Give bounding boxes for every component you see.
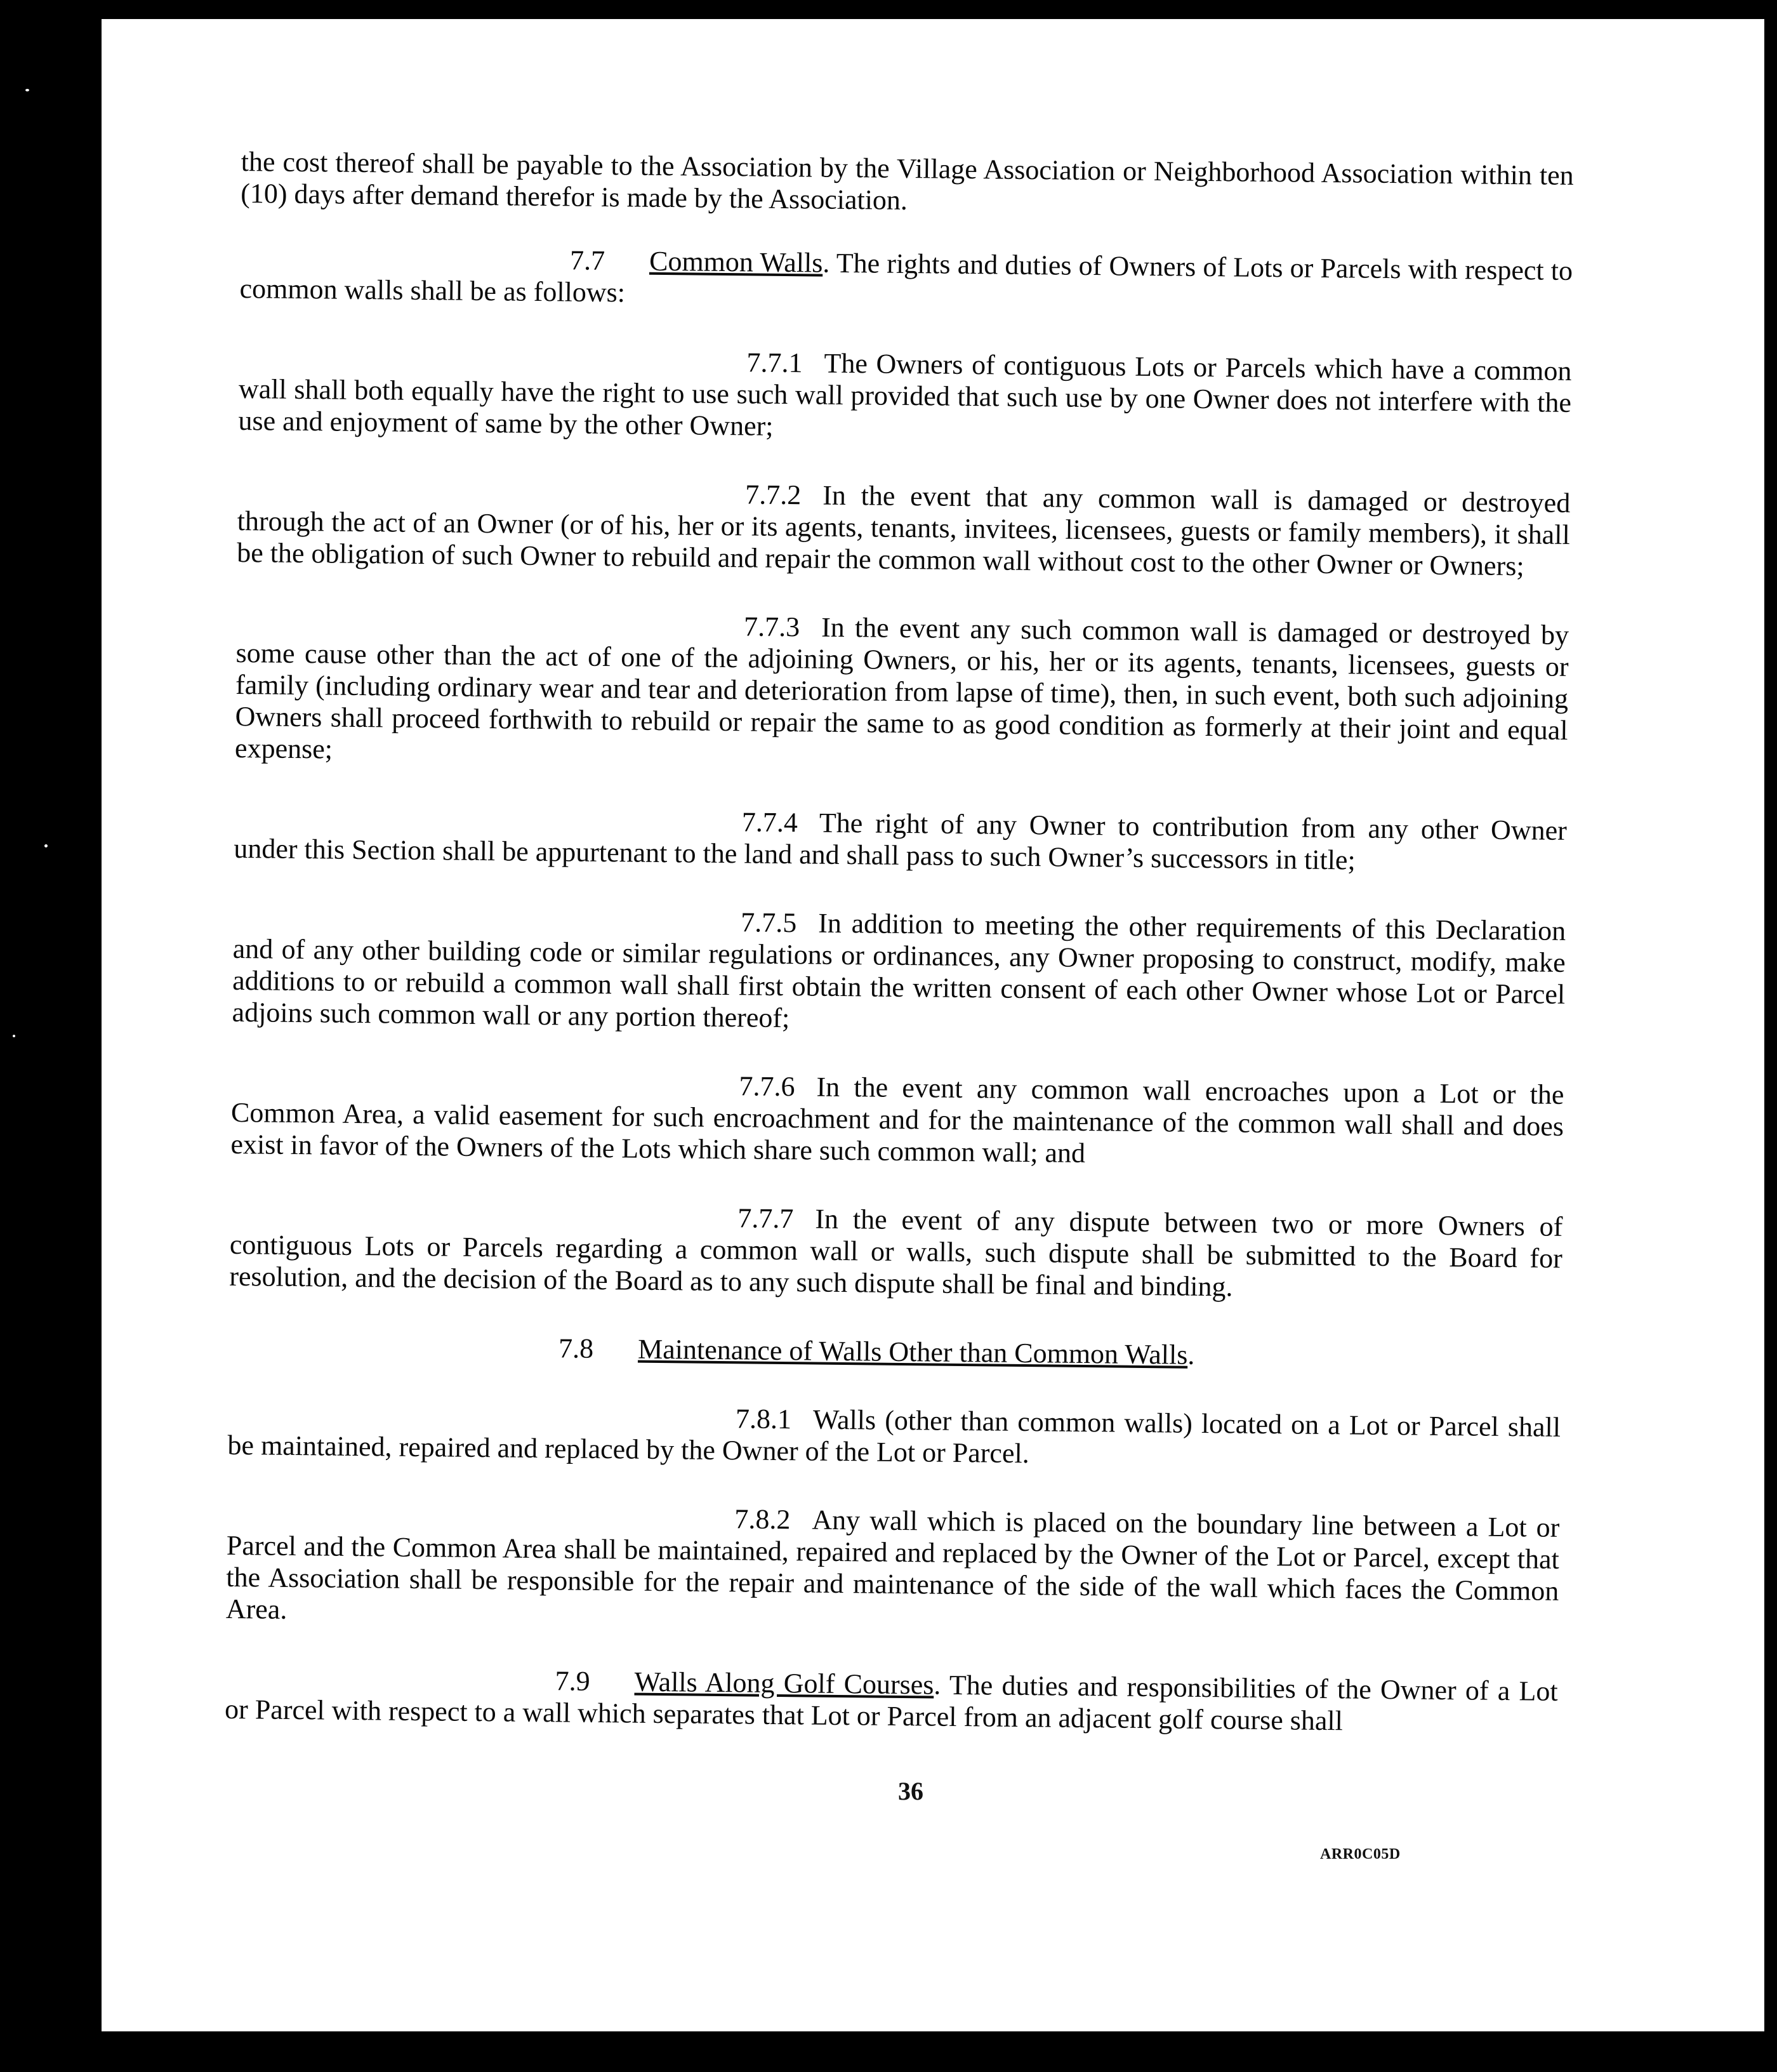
scan-noise bbox=[13, 1035, 15, 1037]
subsection-number: 7.7.1 bbox=[746, 347, 803, 379]
subsection-text: In the event any such common wall is damaged or destroyed by some cause other than the act of one of the adjoining Owners, or his, her or its agents, tenants, licensees, guests or family (including ordinary wear and tear and deterioration from lapse of time), then, in such event, both such adjoining Owners shall proceed forthwith to rebuild or repair the same to as good condition as formerly at their joint and equal expense; bbox=[234, 611, 1569, 765]
subsection-text: The Owners of contiguous Lots or Parcels which have a common wall shall both equally have the right to use such wall provided that such use by one Owner does not interfere with the use and enjoyment of same by the other Owner; bbox=[238, 347, 1572, 442]
subsection-number: 7.7.7 bbox=[737, 1202, 794, 1235]
subsection-text: The right of any Owner to contribution from any other Owner under this Section shall be appurtenant to the land and shall pass to such Owner’s successors in title; bbox=[234, 807, 1568, 876]
section-text: . bbox=[1187, 1339, 1195, 1371]
subsection-text: Any wall which is placed on the boundary line between a Lot or Parcel and the Common Area shall be maintained, repaired and replaced by the Owner of the Lot or Parcel, except that the Association shall be responsible for the repair and maintenance of the side of the wall which faces the Common Area. bbox=[225, 1504, 1560, 1625]
section-text: . The duties and responsibilities of the Owner of a Lot or Parcel with respect to a wall which separates that Lot or Parcel from an adjacent golf course shall bbox=[224, 1669, 1558, 1737]
subsection-7-7-5 bbox=[232, 901, 1566, 1042]
subsection-number: 7.8.2 bbox=[734, 1503, 791, 1536]
scan-noise bbox=[44, 844, 48, 847]
subsection-7-7-4 bbox=[234, 801, 1567, 879]
document-page bbox=[102, 19, 1764, 2031]
section-7-9 bbox=[225, 1662, 1558, 1739]
subsection-text: In the event any common wall encroaches upon a Lot or the Common Area, a valid easement for such encroachment and for the maintenance of the common wall shall and does exist in favor of the Owners of the Lots which share such common wall; and bbox=[230, 1071, 1564, 1169]
document-code: ARR0C05D bbox=[1320, 1846, 1401, 1863]
subsection-number: 7.7.3 bbox=[743, 611, 800, 643]
section-7-7 bbox=[239, 241, 1573, 319]
section-number: 7.7 bbox=[569, 244, 605, 277]
subsection-7-7-2 bbox=[237, 474, 1570, 583]
subsection-number: 7.7.5 bbox=[740, 906, 797, 939]
section-heading: Maintenance of Walls Other than Common Walls bbox=[637, 1333, 1188, 1371]
body-text bbox=[224, 146, 1574, 1776]
subsection-7-8-2 bbox=[226, 1498, 1560, 1639]
subsection-text: In the event that any common wall is damaged or destroyed through the act of an Owner (or of his, her or its agents, tenants, invitees, licensees, guests or family members), it shall be the obligation of such Owner to rebuild and repair the common wall without cost to the other Owner or Owners; bbox=[237, 479, 1571, 582]
section-number: 7.8 bbox=[558, 1332, 594, 1364]
section-number: 7.9 bbox=[555, 1665, 590, 1697]
section-heading: Common Walls bbox=[649, 245, 823, 279]
continuation-paragraph: the cost thereof shall be payable to the Association by the Village Association or Neighborhood Association within ten (10) days after demand therefor is made by the Association. bbox=[240, 146, 1574, 216]
subsection-number: 7.7.6 bbox=[739, 1070, 795, 1103]
subsection-number: 7.7.4 bbox=[741, 806, 798, 839]
section-heading: Walls Along Golf Courses bbox=[634, 1666, 934, 1701]
page-number: 36 bbox=[898, 1777, 923, 1805]
subsection-text: Walls (other than common walls) located on a Lot or Parcel shall be maintained, repaired and replaced by the Owner of the Lot or Parcel. bbox=[227, 1404, 1561, 1470]
subsection-number: 7.7.2 bbox=[745, 479, 802, 511]
scan-noise bbox=[25, 89, 29, 91]
subsection-7-7-7 bbox=[229, 1197, 1562, 1306]
subsection-7-7-1 bbox=[238, 342, 1571, 451]
scan-noise bbox=[1714, 1892, 1716, 1894]
subsection-7-7-3 bbox=[235, 606, 1569, 778]
subsection-7-8-1 bbox=[227, 1398, 1561, 1475]
scan-noise bbox=[1682, 1866, 1685, 1869]
subsection-text: In addition to meeting the other requirements of this Declaration and of any other building code or similar regulations or ordinances, any Owner proposing to construct, modify, make additions to or rebuild a common wall shall first obtain the written consent of each other Owner whose Lot or Parcel adjoins such common wall or any portion thereof; bbox=[232, 907, 1566, 1034]
subsection-number: 7.8.1 bbox=[735, 1403, 792, 1435]
section-7-8 bbox=[228, 1329, 1561, 1375]
section-text: . The rights and duties of Owners of Lots or Parcels with respect to common walls shall be as follows: bbox=[239, 247, 1573, 309]
subsection-7-7-6 bbox=[230, 1065, 1564, 1174]
subsection-text: In the event of any dispute between two or more Owners of contiguous Lots or Parcels regarding a common wall or walls, such dispute shall be submitted to the Board for resolution, and the decision of the Board as to any such dispute shall be final and binding. bbox=[229, 1203, 1563, 1303]
